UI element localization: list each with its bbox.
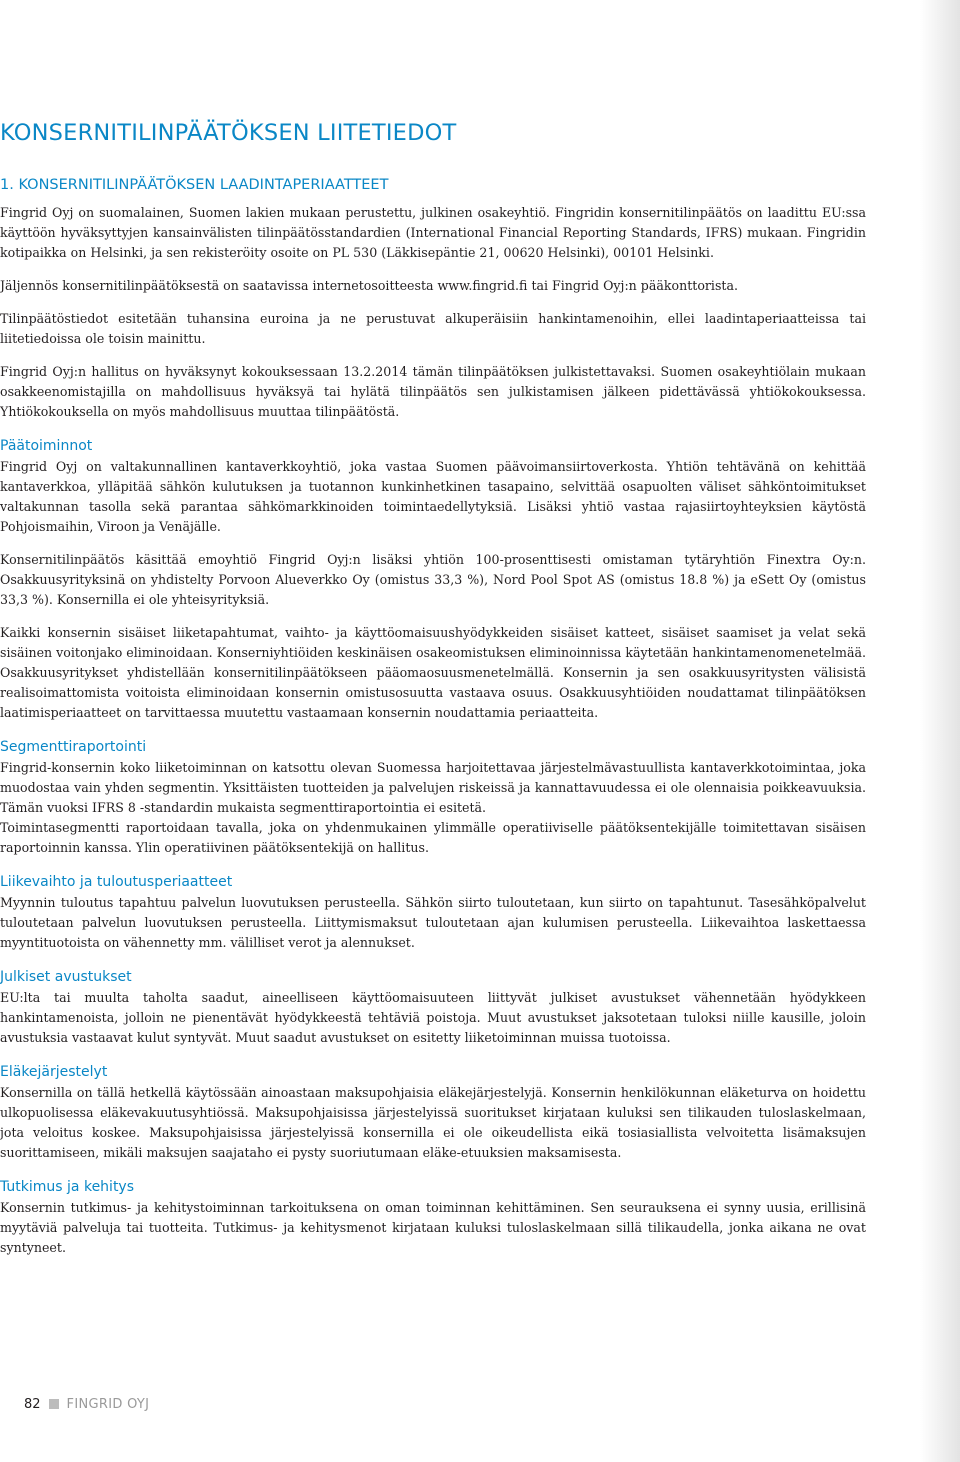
intro-paragraph: Fingrid Oyj:n hallitus on hyväksynyt kokouksessaan 13.2.2014 tämän tilinpäätöksen julkistettavaksi. Suomen osakeyhtiölain mukaan osakkeenomistajilla on mahdollisuus hyväksyä tai hylätä tilinpäätös sen julkistamisen jälkeen pidettävässä yhtiökokouksessa. Yhtiökokouksella on myös mahdollisuus muuttaa tilinpäätöstä. — [0, 364, 866, 419]
paragraph: Fingrid Oyj on valtakunnallinen kantaverkkoyhtiö, joka vastaa Suomen päävoimansiirtoverkosta. Yhtiön tehtävänä on kehittää kantaverkkoa, ylläpitää sähkön kulutuksen ja tuotannon kunkinhetkinen tasapaino, selvittää osapuolten väliset sähköntoimitukset valtakunnan tasolla sekä parantaa sähkömarkkinoiden toimintaedellytyksiä. Lisäksi yhtiö vastaa rajasiirtoyhteyksien käytöstä Pohjoismaihin, Viroon ja Venäjälle. — [0, 459, 866, 534]
heading-julkiset-avustukset: Julkiset avustukset — [0, 969, 132, 985]
heading-segmenttiraportointi: Segmenttiraportointi — [0, 739, 147, 755]
heading-paatoiminnot: Päätoiminnot — [0, 438, 93, 454]
paragraph: Konsernin tutkimus- ja kehitystoiminnan tarkoituksena on oman toiminnan kehittäminen. Sen seurauksena ei synny uusia, erillisinä myytäviä palveluja tai tuotteita. Tutkimus- ja kehitysmenot kirjataan kuluksi tuloslaskelmaan sillä tilikaudella, jonka aikana ne ovat syntyneet. — [0, 1200, 866, 1255]
heading-tutkimus-ja-kehitys: Tutkimus ja kehitys — [0, 1179, 135, 1195]
paragraph: Myynnin tuloutus tapahtuu palvelun luovutuksen perusteella. Sähkön siirto tuloutetaan, kun siirto on tapahtunut. Tasesähköpalvelut tuloutetaan palvelun luovutuksen perusteella. Liittymismaksut tuloutetaan ajan kulumisen perusteella. Liikevaihtoa laskettaessa myyntituotoista on vähennetty mm. välilliset verot ja alennukset. — [0, 895, 866, 950]
paragraph: Fingrid-konsernin koko liiketoiminnan on katsottu olevan Suomessa harjoitettavaa järjestelmävastuullista kantaverkkotoimintaa, joka muodostaa vain yhden segmentin. Yksittäisten tuotteiden ja palvelujen riskeissä ja kannattavuudessa ei ole olennaisia poikkeavuuksia. Tämän vuoksi IFRS 8 -standardin mukaista segmenttiraportointia ei esitetä. — [0, 760, 866, 815]
paragraph: Kaikki konsernin sisäiset liiketapahtumat, vaihto- ja käyttöomaisuushyödykkeiden sisäiset katteet, sisäiset saamiset ja velat sekä sisäinen voitonjako eliminoidaan. Konserniyhtiöiden keskinäisen osakeomistuksen eliminoinnissa käytetään hankintamenomenetelmää. Osakkuusyritykset yhdistellään konsernitilinpäätökseen pääomaosuusmenetelmällä. Konsernin ja sen osakkuusyritysten välisistä realisoimattomista voitoista eliminoidaan konsernin omistusosuutta vastaava osuus. Osakkuusyhtiöiden noudattamat tilinpäätöksen laatimisperiaatteet on tarvittaessa muutettu vastaamaan konsernin noudattamia periaatteita. — [0, 625, 866, 720]
page-title: KONSERNITILINPÄÄTÖKSEN LIITETIEDOT — [0, 120, 457, 146]
paragraph: EU:lta tai muulta taholta saadut, aineelliseen käyttöomaisuuteen liittyvät julkiset avustukset vähennetään hyödykkeen hankintamenoista, jolloin ne pienentävät hyödykkeestä tehtäviä poistoja. Muut avustukset jaksotetaan tuloksi niille kausille, joloin avustuksia vastaavat kulut syntyvät. Muut saadut avustukset on esitetty liiketoiminnan muissa tuotoissa. — [0, 990, 866, 1045]
section-title: 1. KONSERNITILINPÄÄTÖKSEN LAADINTAPERIAATTEET — [0, 177, 389, 193]
intro-paragraph: Fingrid Oyj on suomalainen, Suomen lakien mukaan perustettu, julkinen osakeyhtiö. Fingridin konsernitilinpäätös on laadittu EU:ssa käyttöön hyväksyttyjen kansainvälisten tilinpäätösstandardien (International Financial Reporting Standards, IFRS) mukaan. Fingridin kotipaikka on Helsinki, ja sen rekisteröity osoite on PL 530 (Läkkisepäntie 21, 00620 Helsinki), 00101 Helsinki. — [0, 205, 866, 260]
square-bullet-icon — [49, 1399, 59, 1409]
page-footer — [24, 1394, 149, 1414]
document-body — [0, 203, 866, 1271]
paragraph: Toimintasegmentti raportoidaan tavalla, joka on yhdenmukainen ylimmälle operatiiviselle päätöksentekijälle toimitettavan sisäisen raportoinnin kanssa. Ylin operatiivinen päätöksentekijä on hallitus. — [0, 820, 866, 855]
intro-paragraph: Jäljennös konsernitilinpäätöksestä on saatavissa internetosoitteesta www.fingrid.fi tai Fingrid Oyj:n pääkonttorista. — [0, 278, 738, 293]
paragraph: Konsernilla on tällä hetkellä käytössään ainoastaan maksupohjaisia eläkejärjestelyjä. Konsernin henkilökunnan eläketurva on hoidettu ulkopuolisessa eläkevakuutusyhtiössä. Maksupohjaisissa järjestelyissä suoritukset kirjataan kuluksi sen tilikauden tuloslaskelmaan, jota veloitus koskee. Maksupohjaisissa järjestelyissä konsernilla ei ole oikeudellista eikä tosiasiallista velvoitetta lisämaksujen suorittamiseen, mikäli maksujen saajataho ei pysty suoriutumaan eläke-etuuksien maksamisesta. — [0, 1085, 866, 1160]
intro-paragraph: Tilinpäätöstiedot esitetään tuhansina euroina ja ne perustuvat alkuperäisiin hankintamenoihin, ellei laadintaperiaatteissa tai liitetiedoissa ole toisin mainittu. — [0, 311, 866, 346]
heading-elakejarjestelyt: Eläkejärjestelyt — [0, 1064, 108, 1080]
page-edge-shadow — [920, 0, 960, 1462]
heading-liikevaihto: Liikevaihto ja tuloutusperiaatteet — [0, 874, 233, 890]
page-number: 82 — [24, 1396, 41, 1412]
paragraph: Konsernitilinpäätös käsittää emoyhtiö Fingrid Oyj:n lisäksi yhtiön 100-prosenttisesti omistaman tytäryhtiön Finextra Oy:n. Osakkuusyrityksinä on yhdistelty Porvoon Alueverkko Oy (omistus 33,3 %), Nord Pool Spot AS (omistus 18.8 %) ja eSett Oy (omistus 33,3 %). Konsernilla ei ole yhteisyrityksiä. — [0, 552, 866, 607]
company-name: FINGRID OYJ — [66, 1396, 150, 1412]
